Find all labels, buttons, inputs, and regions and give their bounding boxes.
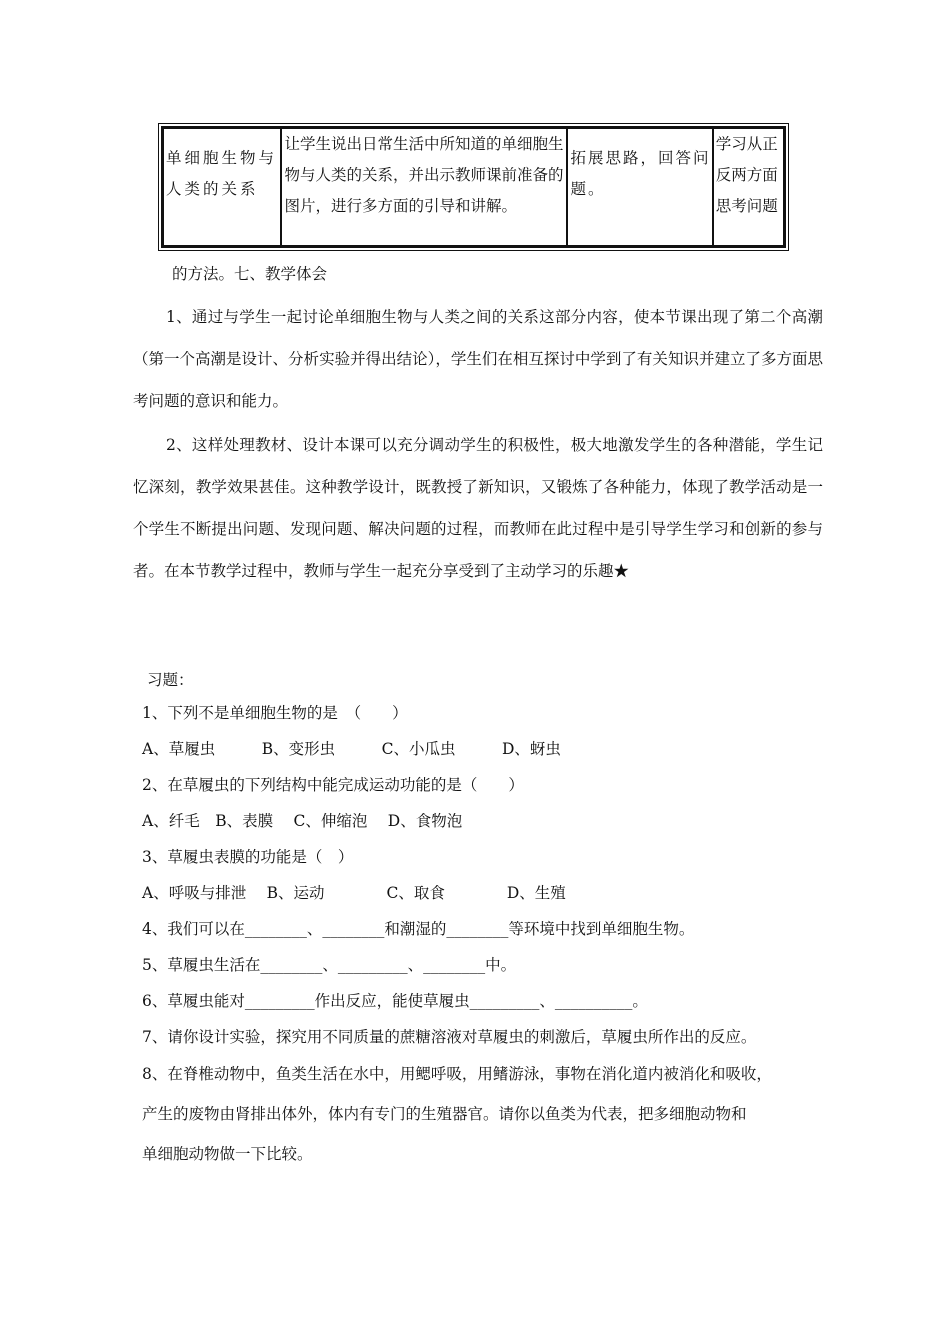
exercise-line: 5、草履虫生活在________、_________、________中。 <box>142 956 517 974</box>
exercise-line: 6、草履虫能对_________作出反应，能使草履虫_________、__________。 <box>142 992 648 1010</box>
cell-topic: 单细胞生物与人类的关系 <box>163 128 281 246</box>
exercise-line: 1、下列不是单细胞生物的是 （ ） <box>142 704 408 722</box>
table-continuation: 的方法。七、教学体会 <box>172 265 328 283</box>
lesson-table <box>158 123 789 251</box>
exercise-line: 8、在脊椎动物中，鱼类生活在水中，用鳃呼吸，用鳍游泳，事物在消化道内被消化和吸收， <box>142 1065 772 1083</box>
cell-teacher-activity: 让学生说出日常生活中所知道的单细胞生物与人类的关系，并出示教师课前准备的图片，进行多方面的引导和讲解。 <box>281 128 567 246</box>
exercise-line: A、呼吸与排泄 B、运动 C、取食 D、生殖 <box>142 884 566 902</box>
exercise-line: A、草履虫 B、变形虫 C、小瓜虫 D、蚜虫 <box>142 740 561 758</box>
reflection-paragraph-2: 2、这样处理教材、设计本课可以充分调动学生的积极性，极大地激发学生的各种潜能，学生记忆深刻，教学效果甚佳。这种教学设计，既教授了新知识，又锻炼了各种能力，体现了教学活动是一个学生不断提出问题、发现问题、解决问题的过程，而教师在此过程中是引导学生学习和创新的参与者。在本节教学过程中，教师与学生一起充分享受到了主动学习的乐趣★ <box>133 436 823 580</box>
exercise-line: 4、我们可以在________、________和潮湿的________等环境中找到单细胞生物。 <box>142 920 695 938</box>
exercise-line: 产生的废物由肾排出体外，体内有专门的生殖器官。请你以鱼类为代表，把多细胞动物和 <box>142 1105 747 1123</box>
exercise-line: 7、请你设计实验，探究用不同质量的蔗糖溶液对草履虫的刺激后，草履虫所作出的反应。 <box>142 1028 757 1046</box>
exercise-line: 单细胞动物做一下比较。 <box>142 1145 313 1163</box>
reflection-paragraph-1: 1、通过与学生一起讨论单细胞生物与人类之间的关系这部分内容，使本节课出现了第二个高潮（第一个高潮是设计、分析实验并得出结论），学生们在相互探讨中学到了有关知识并建立了多方面思考问题的意识和能力。 <box>133 308 823 410</box>
exercises-heading: 习题： <box>147 671 194 689</box>
exercise-line: 2、在草履虫的下列结构中能完成运动功能的是（ ） <box>142 776 524 794</box>
exercise-line: 3、草履虫表膜的功能是（ ） <box>142 848 354 866</box>
exercise-line: A、纤毛 B、表膜 C、伸缩泡 D、食物泡 <box>142 812 463 830</box>
cell-design-intent: 学习从正反两方面思考问题 <box>713 128 784 246</box>
cell-student-activity: 拓展思路，回答问题。 <box>567 128 712 246</box>
table-row <box>163 128 784 246</box>
